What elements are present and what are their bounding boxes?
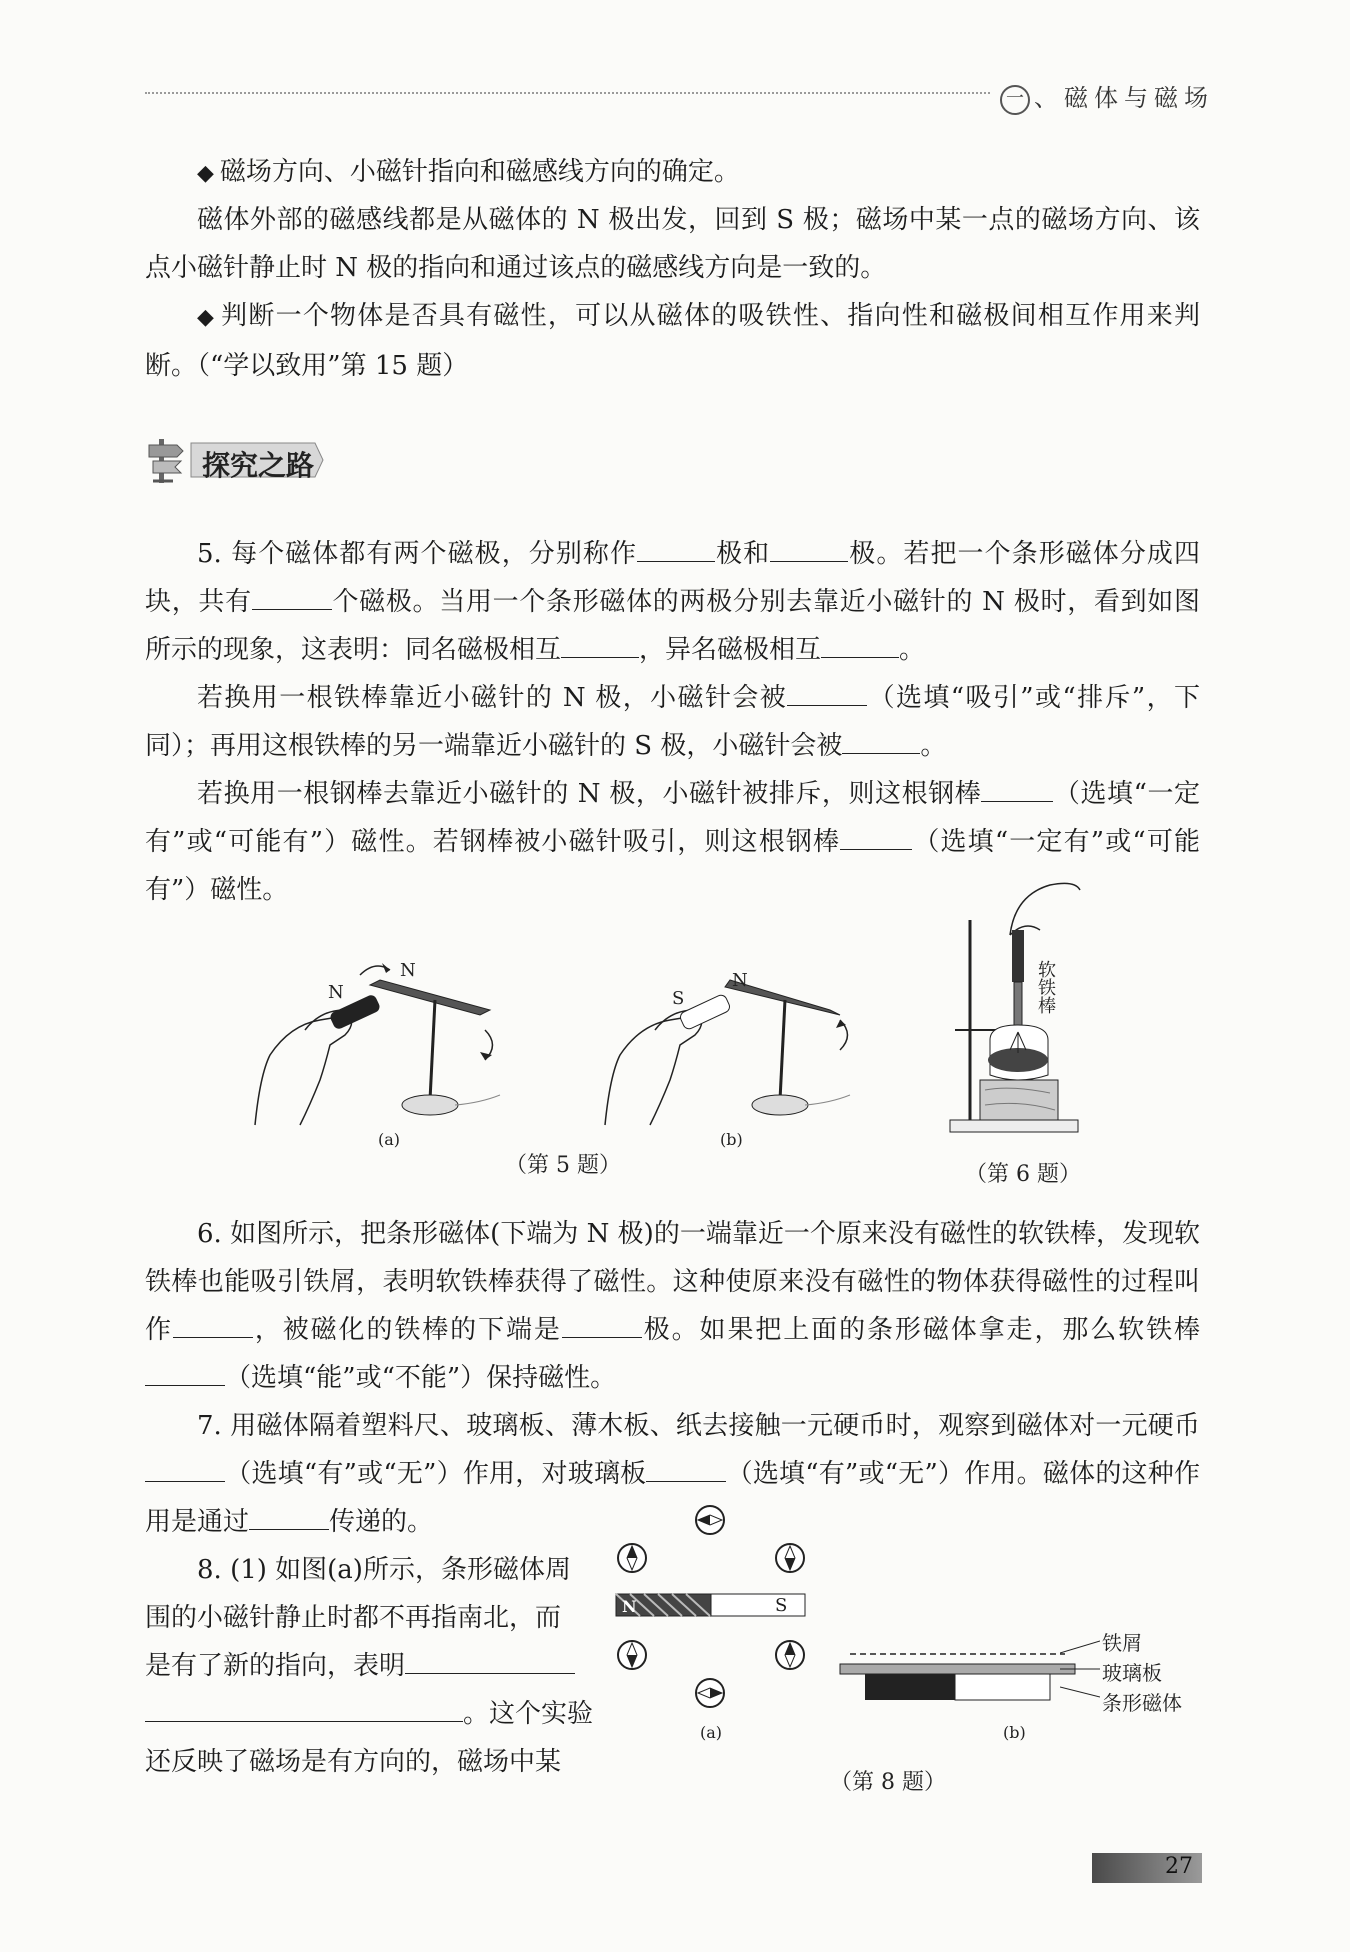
q5-text: 极和: [715, 539, 771, 569]
diamond-bullet-icon: ◆: [197, 305, 216, 330]
q7-text: （选填“有”或“无”）作用，对玻璃板: [225, 1459, 647, 1489]
answer-blank[interactable]: [821, 633, 899, 658]
magnet-s-label: S: [775, 1595, 788, 1616]
figure-5-caption: （第 5 题）: [505, 1153, 621, 1178]
glass-plate-label: 玻璃板: [1102, 1661, 1162, 1685]
q5-text: 若换用一根钢棒去靠近小磁针的 N 极，小磁针被排斥，则这根钢棒: [197, 779, 982, 809]
q5-text: （选填“吸引”或“排斥”，下同）；再用这根铁棒的另一端靠近小磁针的 S 极，小磁针会被: [145, 683, 1200, 761]
answer-blank[interactable]: [637, 537, 715, 562]
question-5-paragraph-2: [145, 674, 1200, 770]
q6-text: 6. 如图所示，把条形磁体(下端为 N 极)的一端靠近一个原来没有磁性的软铁棒，发现软铁棒也能吸引铁屑，表明软铁棒获得了磁性。这种使原来没有磁性的物体获得磁性的过程叫作: [145, 1219, 1200, 1345]
answer-blank[interactable]: [646, 1457, 726, 1482]
question-8-text: [145, 1546, 595, 1786]
compass-icon: [776, 1641, 804, 1669]
q8-text: 是有了新的指向，表明: [145, 1651, 406, 1681]
bullet-1-text: 磁场方向、小磁针指向和磁感线方向的确定。: [219, 157, 740, 187]
q8-line: 还反映了磁场是有方向的，磁场中某: [145, 1747, 562, 1777]
compass-icon: [696, 1679, 724, 1707]
q7-text: （选填“有”或“无”）作用。磁体的这种作用是通过: [145, 1459, 1200, 1537]
bullet-point-1: [145, 148, 1200, 198]
figure-6-illustration: [940, 875, 1090, 1150]
q6-text: （选填“能”或“不能”）保持磁性。: [225, 1363, 617, 1393]
figure-6-caption: （第 6 题）: [965, 1162, 1081, 1187]
q5-text: 极。若把一个条形磁体分成四块，共有: [145, 539, 1200, 617]
figure-8a-label: (a): [700, 1723, 723, 1742]
figure-8b-label: (b): [1003, 1723, 1026, 1742]
figure-8a-illustration: [610, 1500, 820, 1730]
q8-line: [145, 1642, 595, 1690]
answer-blank[interactable]: [561, 633, 639, 658]
answer-blank[interactable]: [981, 777, 1053, 802]
figure-8-caption: （第 8 题）: [830, 1770, 946, 1795]
q8-text: 。这个实验: [463, 1699, 594, 1729]
figure-5a-label: (a): [378, 1130, 401, 1149]
magnet-n-label: N: [622, 1597, 637, 1616]
q7-text: 传递的。: [329, 1507, 434, 1537]
q5-text: （选填“一定有”或“可能有”）磁性。: [145, 827, 1200, 905]
question-6-paragraph: [145, 1210, 1200, 1402]
soft-iron-rod-label: 软铁棒: [1035, 960, 1056, 1014]
pole-label: N: [328, 982, 344, 1003]
pole-label: N: [400, 960, 416, 981]
page-number: 27: [1165, 1854, 1193, 1879]
compass-icon: [618, 1641, 646, 1669]
chapter-number-circle: 一: [1000, 85, 1030, 115]
q5-text: ，异名磁极相互: [639, 635, 822, 665]
q8-line: [145, 1690, 595, 1738]
q5-text: （选填“一定有”或“可能有”）磁性。若钢棒被小磁针吸引，则这根钢棒: [145, 779, 1201, 857]
q8-line: 围的小磁针静止时都不再指南北，而: [145, 1603, 562, 1633]
answer-blank[interactable]: [145, 1457, 225, 1482]
pole-label: N: [732, 970, 748, 991]
answer-blank[interactable]: [173, 1313, 253, 1338]
q6-text: ，被磁化的铁棒的下端是: [252, 1315, 562, 1345]
answer-blank[interactable]: [840, 825, 912, 850]
figure-8b-illustration: [835, 1640, 1085, 1710]
answer-blank[interactable]: [787, 681, 867, 706]
header-divider: [145, 92, 990, 94]
bullet-2-text: 判断一个物体是否具有磁性，可以从磁体的吸铁性、指向性和磁极间相互作用来判断。（“学以致用”第 15 题）: [145, 301, 1200, 381]
chapter-header: [1000, 78, 1214, 115]
bar-magnet-label: 条形磁体: [1102, 1691, 1182, 1715]
answer-blank[interactable]: [145, 1697, 463, 1722]
bullet-point-2: [145, 292, 1200, 390]
q5-text: 个磁极。当用一个条形磁体的两极分别去靠近小磁针的 N 极时，看到如图所示的现象，这表明：同名磁极相互: [145, 587, 1200, 665]
compass-icon: [618, 1544, 646, 1572]
question-5-paragraph-1: [145, 530, 1200, 674]
answer-blank[interactable]: [842, 729, 920, 754]
answer-blank[interactable]: [405, 1649, 575, 1674]
figure-5b-label: (b): [720, 1130, 743, 1149]
q5-text: 。: [920, 731, 947, 761]
intro-paragraph: 磁体外部的磁感线都是从磁体的 N 极出发，回到 S 极；磁场中某一点的磁场方向、该点小磁针静止时 N 极的指向和通过该点的磁感线方向是一致的。: [145, 205, 1200, 283]
answer-blank[interactable]: [562, 1313, 642, 1338]
q5-text: 5. 每个磁体都有两个磁极，分别称作: [197, 539, 638, 569]
answer-blank[interactable]: [249, 1505, 329, 1530]
figure-5a-illustration: [250, 955, 520, 1135]
answer-blank[interactable]: [252, 585, 332, 610]
q8-line: 8. (1) 如图(a)所示，条形磁体周: [197, 1555, 571, 1585]
q5-text: 。: [899, 635, 926, 665]
q6-text: 极。如果把上面的条形磁体拿走，那么软铁棒: [641, 1315, 1200, 1345]
section-title: 探究之路: [202, 449, 315, 482]
pole-label: S: [672, 988, 685, 1009]
iron-filings-label: 铁屑: [1102, 1631, 1142, 1655]
label-leader-lines: [1060, 1635, 1100, 1705]
q5-text: 若换用一根铁棒靠近小磁针的 N 极，小磁针会被: [197, 683, 788, 713]
diamond-bullet-icon: ◆: [197, 161, 214, 186]
answer-blank[interactable]: [145, 1361, 225, 1386]
compass-icon: [696, 1506, 724, 1534]
answer-blank[interactable]: [770, 537, 848, 562]
chapter-title: 、磁体与磁场: [1034, 84, 1214, 112]
compass-icon: [776, 1544, 804, 1572]
q7-text: 7. 用磁体隔着塑料尺、玻璃板、薄木板、纸去接触一元硬币时，观察到磁体对一元硬币: [197, 1411, 1200, 1441]
